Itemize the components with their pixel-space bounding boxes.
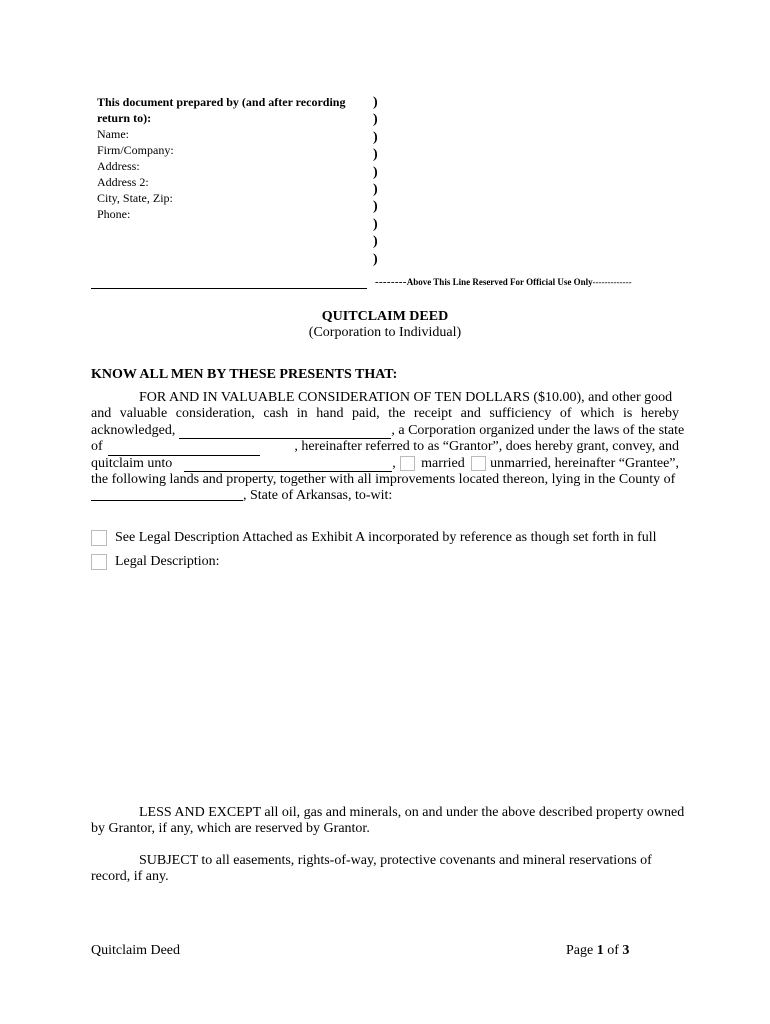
conveyance-paragraph bbox=[91, 390, 685, 505]
conveyance-line-6 bbox=[91, 472, 679, 488]
subject-line-1: SUBJECT to all easements, rights-of-way, protective covenants and mineral reservations of bbox=[139, 853, 652, 868]
official-use-notice bbox=[375, 276, 632, 288]
legal-description-option bbox=[91, 554, 220, 570]
text: the following lands and property, together with all improvements located thereon, lying in the County of bbox=[91, 471, 676, 487]
exhibit-label: See Legal Description Attached as Exhibit A incorporated by reference as though set forth in full bbox=[115, 530, 657, 545]
field-phone: Phone: bbox=[97, 207, 131, 221]
unmarried-checkbox[interactable] bbox=[471, 456, 486, 471]
paren: ) bbox=[373, 112, 378, 128]
exhibit-checkbox[interactable] bbox=[91, 530, 107, 546]
conveyance-line-3 bbox=[91, 422, 685, 439]
page-current: 1 bbox=[596, 943, 604, 958]
grantee-name-blank[interactable] bbox=[184, 459, 392, 472]
conveyance-line-2 bbox=[91, 406, 679, 422]
less-except-paragraph bbox=[91, 805, 685, 838]
field-firm: Firm/Company: bbox=[97, 143, 174, 157]
subject-line-2: record, if any. bbox=[91, 869, 169, 885]
text: acknowledged, bbox=[91, 422, 176, 438]
paren: ) bbox=[373, 147, 378, 163]
legal-description-label: Legal Description: bbox=[115, 554, 220, 569]
legal-description-checkbox[interactable] bbox=[91, 554, 107, 570]
text: FOR AND IN VALUABLE CONSIDERATION OF TEN DOLLARS ($10.00), and other good bbox=[139, 390, 673, 405]
exhibit-option bbox=[91, 530, 657, 546]
field-address-2: Address 2: bbox=[97, 175, 149, 189]
paren: ) bbox=[373, 95, 378, 110]
paren: ) bbox=[373, 182, 378, 198]
dashes-right: ------------- bbox=[592, 277, 632, 287]
footer-document-name: Quitclaim Deed bbox=[91, 943, 181, 958]
state-blank[interactable] bbox=[108, 443, 260, 456]
reserved-text: Above This Line Reserved For Official Use Only bbox=[406, 277, 593, 287]
less-except-line-2: by Grantor, if any, which are reserved by Grantor. bbox=[91, 821, 370, 837]
know-all-heading: KNOW ALL MEN BY THESE PRESENTS THAT: bbox=[91, 367, 398, 382]
text: of bbox=[91, 439, 103, 455]
return-to-heading: return to): bbox=[97, 111, 152, 125]
conveyance-line-5 bbox=[91, 456, 679, 472]
field-city-state-zip: City, State, Zip: bbox=[97, 191, 173, 205]
text: , State of Arkansas, to-wit: bbox=[243, 488, 393, 504]
conveyance-line-7 bbox=[91, 488, 679, 504]
preparer-block bbox=[97, 94, 367, 222]
text: and valuable consideration, cash in hand paid, the receipt and sufficiency of which is hereby bbox=[91, 406, 679, 422]
paren: ) bbox=[373, 129, 378, 145]
footer-page-number bbox=[566, 943, 629, 959]
text: quitclaim unto bbox=[91, 455, 173, 471]
document-title: QUITCLAIM DEED bbox=[321, 309, 449, 324]
field-address: Address: bbox=[97, 159, 140, 173]
paren: ) bbox=[373, 216, 378, 232]
text: , a Corporation organized under the laws of the state bbox=[391, 422, 685, 438]
dashes-left: -------- bbox=[375, 276, 407, 288]
document-subtitle: (Corporation to Individual) bbox=[308, 325, 462, 340]
county-blank[interactable] bbox=[91, 488, 243, 501]
corporation-name-blank[interactable] bbox=[179, 426, 391, 439]
married-label: married bbox=[421, 455, 465, 471]
conveyance-line-4 bbox=[91, 439, 679, 455]
of-label: of bbox=[607, 943, 619, 958]
field-name: Name: bbox=[97, 127, 129, 141]
text: , hereinafter referred to as “Grantor”, does hereby grant, convey, and bbox=[294, 439, 679, 455]
paren: ) bbox=[373, 199, 378, 215]
text: unmarried, hereinafter “Grantee”, bbox=[490, 455, 679, 471]
text: , bbox=[392, 455, 396, 471]
paren: ) bbox=[373, 164, 378, 180]
page-total: 3 bbox=[622, 943, 630, 958]
recording-divider-line bbox=[91, 288, 367, 289]
page-label: Page bbox=[566, 943, 594, 958]
prepared-by-heading: This document prepared by (and after recording bbox=[97, 95, 346, 109]
conveyance-line-1 bbox=[91, 390, 679, 406]
subject-paragraph bbox=[91, 853, 679, 886]
less-except-line-1: LESS AND EXCEPT all oil, gas and minerals, on and under the above described property owned bbox=[139, 805, 685, 820]
paren: ) bbox=[373, 251, 378, 267]
paren-column bbox=[373, 94, 385, 268]
paren: ) bbox=[373, 234, 378, 250]
married-checkbox[interactable] bbox=[400, 456, 415, 471]
